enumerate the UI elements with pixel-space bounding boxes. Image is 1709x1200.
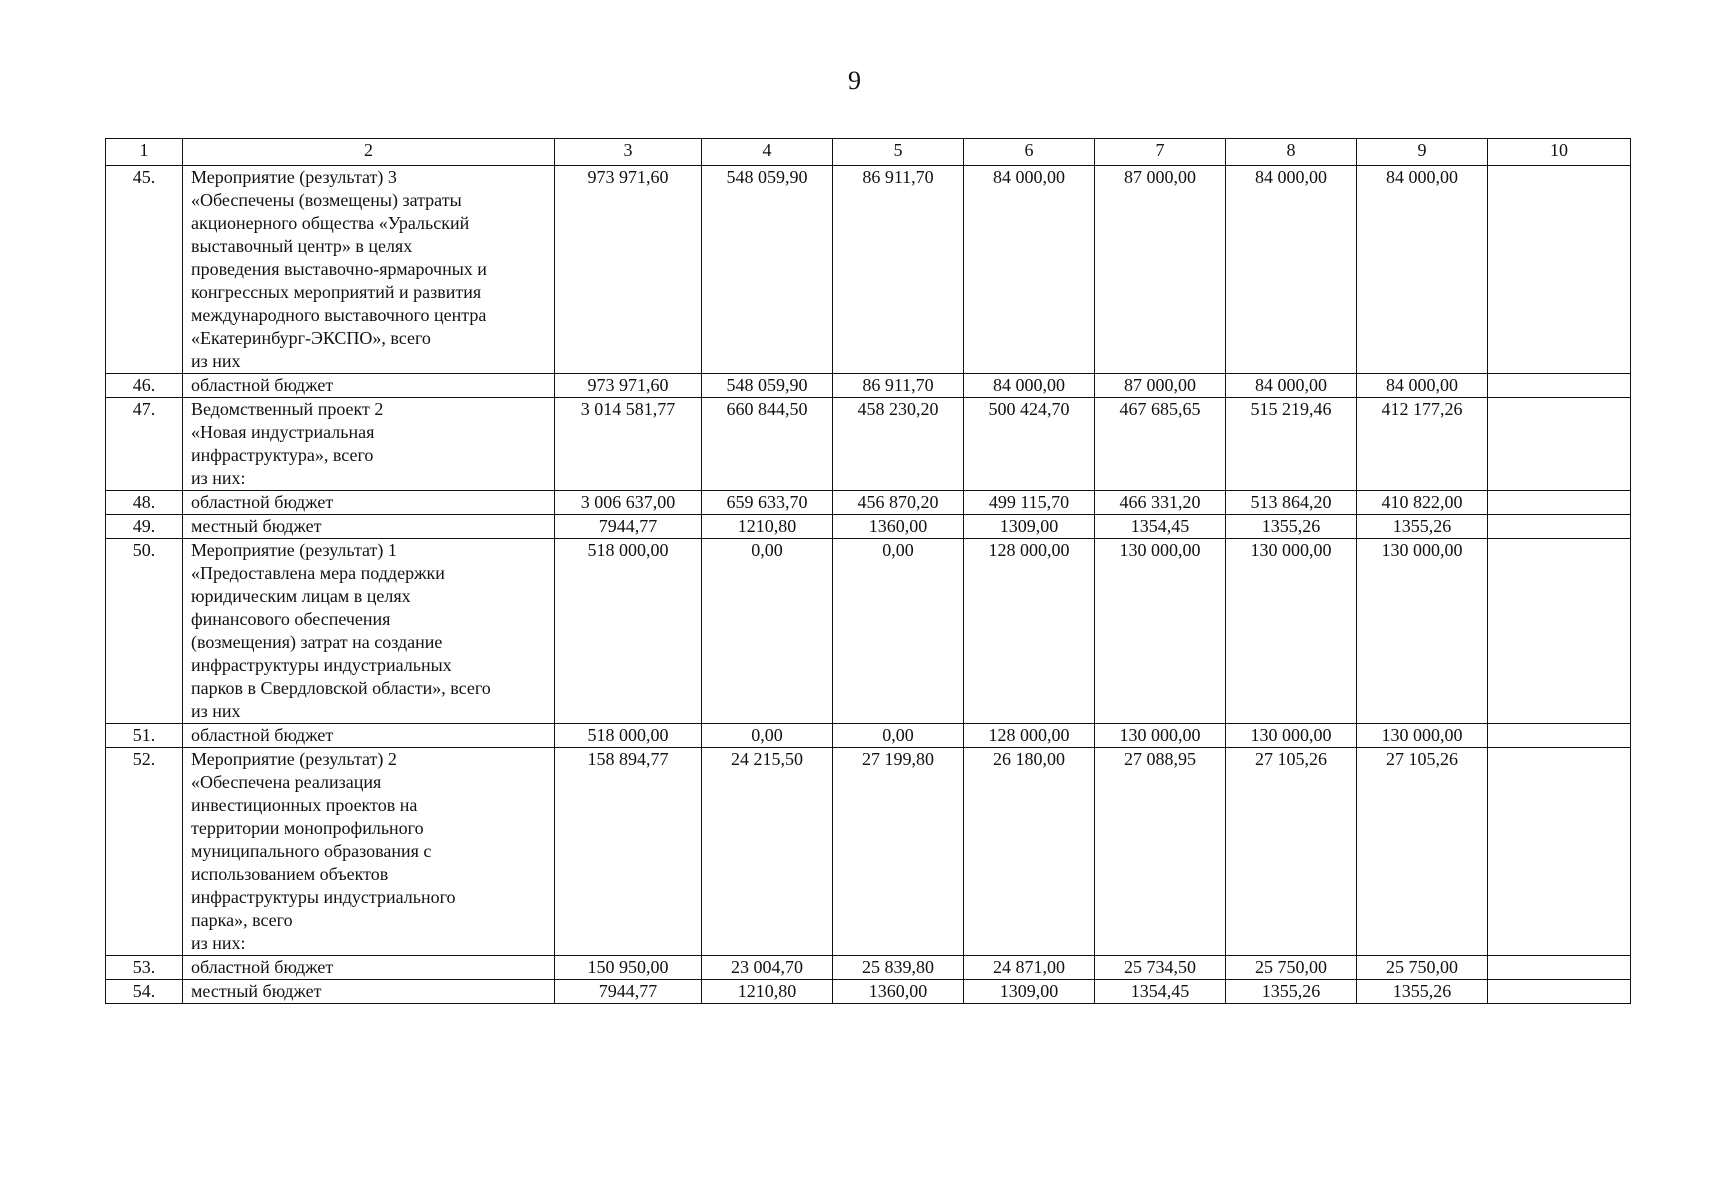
value-cell-col-7: 1354,45 <box>1095 980 1226 1004</box>
header-cell: 10 <box>1488 139 1631 166</box>
value-cell-col-8: 515 219,46 <box>1226 398 1357 491</box>
value-cell-col-3: 3 006 637,00 <box>555 491 702 515</box>
table-row <box>106 539 1631 724</box>
value-cell-col-8: 84 000,00 <box>1226 166 1357 374</box>
value-cell-col-10 <box>1488 491 1631 515</box>
description-line: финансового обеспечения <box>191 609 391 629</box>
value-cell-col-6: 1309,00 <box>964 515 1095 539</box>
description-line: Мероприятие (результат) 1 <box>191 540 397 560</box>
page-number: 9 <box>848 66 861 95</box>
description-line: муниципального образования с <box>191 841 432 861</box>
description-line: (возмещения) затрат на создание <box>191 632 443 652</box>
description-line: из них: <box>191 933 246 953</box>
description-line: проведения выставочно-ярмарочных и <box>191 259 487 279</box>
description-line: инфраструктуры индустриального <box>191 887 456 907</box>
value-cell-col-6: 1309,00 <box>964 980 1095 1004</box>
value-cell-col-8: 1355,26 <box>1226 980 1357 1004</box>
row-number: 53. <box>106 956 183 980</box>
value-cell-col-4: 548 059,90 <box>702 166 833 374</box>
row-description <box>183 748 555 956</box>
value-cell-col-6: 128 000,00 <box>964 539 1095 724</box>
value-cell-col-4: 24 215,50 <box>702 748 833 956</box>
header-cell: 4 <box>702 139 833 166</box>
row-number: 52. <box>106 748 183 956</box>
value-cell-col-6: 499 115,70 <box>964 491 1095 515</box>
description-line: «Предоставлена мера поддержки <box>191 563 445 583</box>
description-line: из них: <box>191 468 246 488</box>
description-line: областной бюджет <box>191 725 334 745</box>
value-cell-col-9: 1355,26 <box>1357 515 1488 539</box>
value-cell-col-8: 130 000,00 <box>1226 539 1357 724</box>
value-cell-col-9: 84 000,00 <box>1357 166 1488 374</box>
value-cell-col-8: 513 864,20 <box>1226 491 1357 515</box>
value-cell-col-3: 3 014 581,77 <box>555 398 702 491</box>
value-cell-col-4: 1210,80 <box>702 515 833 539</box>
value-cell-col-5: 27 199,80 <box>833 748 964 956</box>
description-line: выставочный центр» в целях <box>191 236 413 256</box>
table-row <box>106 374 1631 398</box>
value-cell-col-3: 7944,77 <box>555 980 702 1004</box>
value-cell-col-9: 412 177,26 <box>1357 398 1488 491</box>
value-cell-col-7: 467 685,65 <box>1095 398 1226 491</box>
row-description <box>183 724 555 748</box>
value-cell-col-3: 7944,77 <box>555 515 702 539</box>
value-cell-col-4: 548 059,90 <box>702 374 833 398</box>
header-cell: 7 <box>1095 139 1226 166</box>
description-line: местный бюджет <box>191 981 322 1001</box>
row-description <box>183 539 555 724</box>
value-cell-col-4: 1210,80 <box>702 980 833 1004</box>
table-body <box>106 166 1631 1004</box>
value-cell-col-9: 130 000,00 <box>1357 539 1488 724</box>
description-line: Мероприятие (результат) 3 <box>191 167 397 187</box>
value-cell-col-7: 1354,45 <box>1095 515 1226 539</box>
table-row <box>106 724 1631 748</box>
header-cell: 5 <box>833 139 964 166</box>
value-cell-col-5: 1360,00 <box>833 515 964 539</box>
description-line: «Обеспечена реализация <box>191 772 382 792</box>
description-line: инфраструктура», всего <box>191 445 374 465</box>
row-description <box>183 515 555 539</box>
description-line: из них <box>191 701 241 721</box>
description-line: инвестиционных проектов на <box>191 795 418 815</box>
value-cell-col-4: 0,00 <box>702 724 833 748</box>
value-cell-col-6: 84 000,00 <box>964 374 1095 398</box>
header-cell: 9 <box>1357 139 1488 166</box>
value-cell-col-5: 456 870,20 <box>833 491 964 515</box>
description-line: областной бюджет <box>191 375 334 395</box>
value-cell-col-5: 0,00 <box>833 539 964 724</box>
row-number: 45. <box>106 166 183 374</box>
row-description <box>183 956 555 980</box>
description-line: юридическим лицам в целях <box>191 586 411 606</box>
row-description <box>183 374 555 398</box>
value-cell-col-9: 410 822,00 <box>1357 491 1488 515</box>
value-cell-col-5: 458 230,20 <box>833 398 964 491</box>
description-line: «Новая индустриальная <box>191 422 375 442</box>
table-row <box>106 166 1631 374</box>
description-line: областной бюджет <box>191 492 334 512</box>
row-number: 49. <box>106 515 183 539</box>
value-cell-col-3: 973 971,60 <box>555 374 702 398</box>
row-description <box>183 980 555 1004</box>
value-cell-col-6: 128 000,00 <box>964 724 1095 748</box>
table-row <box>106 748 1631 956</box>
value-cell-col-5: 1360,00 <box>833 980 964 1004</box>
description-line: конгрессных мероприятий и развития <box>191 282 482 302</box>
value-cell-col-10 <box>1488 166 1631 374</box>
value-cell-col-3: 973 971,60 <box>555 166 702 374</box>
value-cell-col-10 <box>1488 539 1631 724</box>
description-line: из них <box>191 351 241 371</box>
value-cell-col-5: 86 911,70 <box>833 374 964 398</box>
row-description <box>183 398 555 491</box>
value-cell-col-5: 0,00 <box>833 724 964 748</box>
header-cell: 6 <box>964 139 1095 166</box>
table-row <box>106 980 1631 1004</box>
description-line: парков в Свердловской области», всего <box>191 678 491 698</box>
value-cell-col-6: 84 000,00 <box>964 166 1095 374</box>
value-cell-col-8: 84 000,00 <box>1226 374 1357 398</box>
row-number: 54. <box>106 980 183 1004</box>
table-row <box>106 398 1631 491</box>
value-cell-col-10 <box>1488 515 1631 539</box>
value-cell-col-8: 130 000,00 <box>1226 724 1357 748</box>
value-cell-col-10 <box>1488 956 1631 980</box>
description-line: территории монопрофильного <box>191 818 424 838</box>
row-description <box>183 166 555 374</box>
budget-table <box>105 138 1631 1004</box>
value-cell-col-7: 25 734,50 <box>1095 956 1226 980</box>
value-cell-col-6: 24 871,00 <box>964 956 1095 980</box>
value-cell-col-7: 130 000,00 <box>1095 539 1226 724</box>
description-line: областной бюджет <box>191 957 334 977</box>
description-line: использованием объектов <box>191 864 389 884</box>
value-cell-col-9: 84 000,00 <box>1357 374 1488 398</box>
description-line: «Екатеринбург-ЭКСПО», всего <box>191 328 431 348</box>
value-cell-col-10 <box>1488 374 1631 398</box>
value-cell-col-3: 518 000,00 <box>555 539 702 724</box>
value-cell-col-3: 518 000,00 <box>555 724 702 748</box>
header-cell: 8 <box>1226 139 1357 166</box>
row-number: 50. <box>106 539 183 724</box>
description-line: акционерного общества «Уральский <box>191 213 470 233</box>
value-cell-col-4: 0,00 <box>702 539 833 724</box>
header-row <box>106 139 1631 166</box>
value-cell-col-5: 25 839,80 <box>833 956 964 980</box>
row-number: 51. <box>106 724 183 748</box>
value-cell-col-10 <box>1488 748 1631 956</box>
header-cell: 3 <box>555 139 702 166</box>
value-cell-col-9: 27 105,26 <box>1357 748 1488 956</box>
value-cell-col-10 <box>1488 724 1631 748</box>
value-cell-col-7: 466 331,20 <box>1095 491 1226 515</box>
value-cell-col-8: 27 105,26 <box>1226 748 1357 956</box>
description-line: парка», всего <box>191 910 293 930</box>
table-row <box>106 515 1631 539</box>
value-cell-col-9: 25 750,00 <box>1357 956 1488 980</box>
row-number: 48. <box>106 491 183 515</box>
value-cell-col-7: 27 088,95 <box>1095 748 1226 956</box>
row-number: 46. <box>106 374 183 398</box>
value-cell-col-7: 87 000,00 <box>1095 374 1226 398</box>
value-cell-col-7: 130 000,00 <box>1095 724 1226 748</box>
value-cell-col-4: 23 004,70 <box>702 956 833 980</box>
value-cell-col-6: 500 424,70 <box>964 398 1095 491</box>
value-cell-col-9: 1355,26 <box>1357 980 1488 1004</box>
value-cell-col-8: 25 750,00 <box>1226 956 1357 980</box>
row-description <box>183 491 555 515</box>
description-line: международного выставочного центра <box>191 305 487 325</box>
row-number: 47. <box>106 398 183 491</box>
description-line: «Обеспечены (возмещены) затраты <box>191 190 462 210</box>
value-cell-col-3: 158 894,77 <box>555 748 702 956</box>
value-cell-col-3: 150 950,00 <box>555 956 702 980</box>
description-line: местный бюджет <box>191 516 322 536</box>
value-cell-col-10 <box>1488 980 1631 1004</box>
value-cell-col-9: 130 000,00 <box>1357 724 1488 748</box>
table-row <box>106 491 1631 515</box>
description-line: Мероприятие (результат) 2 <box>191 749 397 769</box>
header-cell: 2 <box>183 139 555 166</box>
value-cell-col-6: 26 180,00 <box>964 748 1095 956</box>
value-cell-col-4: 659 633,70 <box>702 491 833 515</box>
value-cell-col-10 <box>1488 398 1631 491</box>
header-cell: 1 <box>106 139 183 166</box>
description-line: инфраструктуры индустриальных <box>191 655 452 675</box>
description-line: Ведомственный проект 2 <box>191 399 384 419</box>
value-cell-col-8: 1355,26 <box>1226 515 1357 539</box>
table-row <box>106 956 1631 980</box>
value-cell-col-4: 660 844,50 <box>702 398 833 491</box>
value-cell-col-7: 87 000,00 <box>1095 166 1226 374</box>
value-cell-col-5: 86 911,70 <box>833 166 964 374</box>
